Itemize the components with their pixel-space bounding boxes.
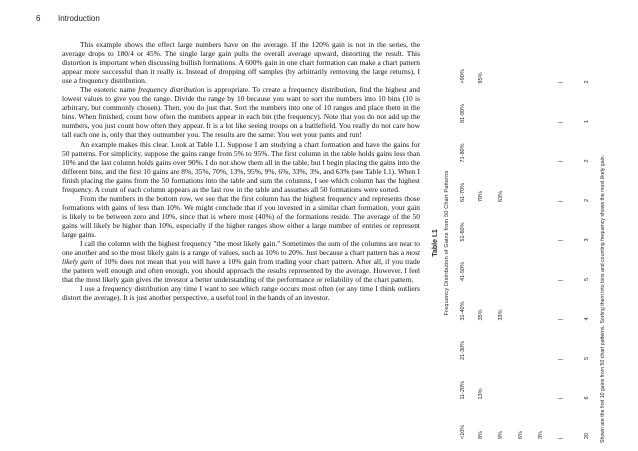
paragraph-6: I use a frequency distribution any time I want to see which range occurs most often (or any time I think outliers distort the average). It is just another perspective, a useful tool in the hands of an investor. xyxy=(62,284,420,303)
body-text xyxy=(62,40,420,302)
table-header-row xyxy=(460,43,468,443)
table-cell: 20 xyxy=(584,432,590,439)
table-cell: | xyxy=(558,82,564,84)
table-row xyxy=(478,43,486,443)
table-row xyxy=(558,43,566,443)
table-cell: 6% xyxy=(518,431,524,439)
table-cell: 31-40% xyxy=(460,301,466,321)
table-cell: | xyxy=(558,240,564,242)
table-cell: 61-70% xyxy=(460,183,466,202)
table-cell: 2 xyxy=(584,80,590,84)
running-title: Introduction xyxy=(58,14,100,23)
page-header xyxy=(36,14,406,23)
table-cell: | xyxy=(558,121,564,123)
table-cell: 5 xyxy=(584,277,590,281)
term-frequency-distribution: frequency distribution xyxy=(138,85,205,95)
table-cell: 33% xyxy=(498,309,504,321)
table-subtitle: Frequency Distribution of Gains from 50 Chart Patterns xyxy=(444,170,450,316)
table-cell: 35% xyxy=(478,309,484,321)
paragraph-5: I call the column with the highest frequency "the most likely gain." Sometimes the sum of the columns are near to one another and so the most likely gain is a range of values, such as 10% to 20%. Just because a chart pattern has a most likely gain of 10% does not mean that you will have a 10% gain from trading your chart pattern. After all, if you trade the pattern well enough and often enough, you should approach the results represented by the average. However, I feel that the most likely gain gives the investor a better understanding of the performance or reliability of the chart pattern. xyxy=(62,239,420,285)
table-cell: 3 xyxy=(584,238,590,242)
table-cell: 51-60% xyxy=(460,222,466,242)
table-cell: 3% xyxy=(538,431,544,439)
table-cell: 63% xyxy=(498,190,504,202)
paragraph-2: The esoteric name frequency distribution is appropriate. To create a frequency distribution, find the highest and lowest values to give you the range. Divide the range by 10 because you want to sort the numbers into 10 bins (10 is arbitrary, but commonly chosen). Then, you do just that. Sort the numbers into one of 10 ranges and place them in the bins. When finished, count how often the numbers appear in each bin (the frequency). Note that you do not add up the numbers, you just count how often they appear. It is a lot like seeing troops on a battlefield. You really do not care how tall each one is, only that they outnumber you. The results are the same: You wet your pants and run! xyxy=(62,85,421,140)
table-cell: 95% xyxy=(478,72,484,84)
table-cell: | xyxy=(558,358,564,360)
table-cell: 81-90% xyxy=(460,104,466,123)
table-cell: 2 xyxy=(584,159,590,163)
table-cell: 2 xyxy=(584,198,590,202)
table-row xyxy=(518,43,526,443)
table-cell: 8% xyxy=(478,431,484,439)
table-footnote: Shown are the first 10 gains from 50 chart patterns. Sorting them into bins and counting frequency shows the most likely gain. xyxy=(600,154,606,443)
paragraph-3: An example makes this clear. Look at Table I.1. Suppose I am studying a chart formation and have the gains for 50 patterns. For simplicity, suppose the gains range from 5% to 95%. The first column in the table holds gains less than 10% and the last column holds gains over 90%. I do not show them all in the table, but I begin placing the gains into the different bins, and the first 10 gains are 8%, 35%, 70%, 13%, 95%, 9%, 6%, 33%, 3%, and 63% (see Table I.1). When I finish placing the gains from the 50 formations into the table and sum the columns, I see which column has the highest frequency. A count of each column appears as the last row in the table and assumes all 50 formations were sorted. xyxy=(62,139,420,194)
table-row xyxy=(498,43,506,443)
table-row xyxy=(538,43,546,443)
table-cell: | xyxy=(558,161,564,163)
paragraph-4: From the numbers in the bottom row, we see that the first column has the highest frequency and represents those formations with gains of less than 10%. We might conclude that if you invested in a similar chart formation, your gain is likely to be between zero and 10%, since that is where most (40%) of the formations reside. The average of the 50 gains will likely be higher than 10%, especially if the higher ranges show either a large number of entries or represent large gains. xyxy=(62,193,420,239)
table-cell: 4 xyxy=(584,317,590,321)
paragraph-1: This example shows the effect large numbers have on the average. If the 120% gain is not in the series, the average drops to 180/4 or 45%. The single large gain pulls the overall average upward, distorting the result. This distortion is important when discussing bullish formations. A 600% gain in one chart formation can make a chart pattern appear more successful than it really is. Instead of dropping off samples (by arbitrarily removing the large returns), I use a frequency distribution. xyxy=(62,40,420,86)
table-cell: 1 xyxy=(584,119,590,123)
table-cell: >90% xyxy=(460,69,466,84)
table-cell: 13% xyxy=(478,388,484,400)
table-cell: | xyxy=(558,398,564,400)
page-number: 6 xyxy=(36,14,41,23)
table-cell: <10% xyxy=(460,424,466,439)
table-title: Table I.1 xyxy=(432,229,439,257)
table-cell: | xyxy=(558,437,564,439)
table-cell: 5 xyxy=(584,356,590,360)
table-count-row xyxy=(584,43,592,443)
table-cell: 71-80% xyxy=(460,143,466,163)
frequency-table xyxy=(426,43,611,443)
table-cell: 70% xyxy=(478,190,484,202)
table-cell: | xyxy=(558,200,564,202)
table-cell: 9% xyxy=(498,431,504,439)
table-cell: | xyxy=(558,319,564,321)
table-cell: | xyxy=(558,279,564,281)
table-cell: 6 xyxy=(584,396,590,400)
table-cell: 11-20% xyxy=(460,380,466,400)
term-most-likely-gain: most likely gain xyxy=(62,248,420,267)
table-cell: 41-50% xyxy=(460,262,466,281)
table-cell: 21-30% xyxy=(460,341,466,360)
